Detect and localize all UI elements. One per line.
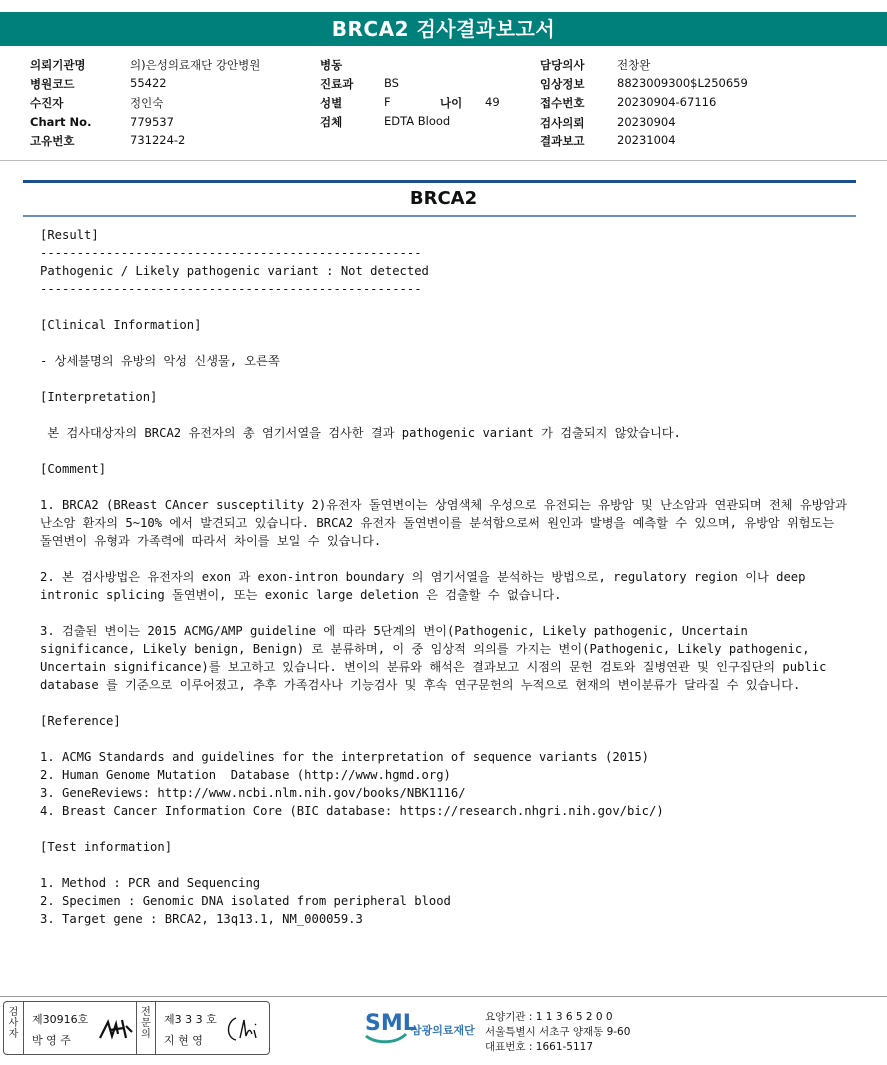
- test-info-2: 2. Specimen : Genomic DNA isolated from peripheral blood: [40, 894, 451, 908]
- examiner-signature-icon: [96, 1014, 134, 1044]
- result-dash-top: ----------------------------------------------------: [40, 246, 422, 260]
- value-accession: 20230904-67116: [617, 95, 717, 109]
- reference-2: 2. Human Genome Mutation Database (http://www.hgmd.org): [40, 768, 451, 782]
- value-patient: 정인숙: [130, 96, 164, 110]
- examiner-license: 제30916호: [32, 1013, 89, 1026]
- label-clinical-info: 임상정보: [540, 77, 585, 91]
- test-info-1: 1. Method : PCR and Sequencing: [40, 876, 261, 890]
- reference-heading: [Reference]: [40, 714, 121, 728]
- signature-box: [3, 1001, 270, 1055]
- comment-2: 2. 본 검사방법은 유전자의 exon 과 exon-intron boundary 의 염기서열을 분석하는 방법으로, regulatory region 이나 deep intronic splicing 돌연변이, 또는 exonic large deletion 은 검출할 수 없습니다.: [40, 570, 813, 602]
- value-request-date: 20230904: [617, 115, 676, 129]
- label-institution: 의뢰기관명: [30, 58, 86, 72]
- footer-divider: [0, 996, 887, 997]
- value-unique-id: 731224-2: [130, 133, 186, 147]
- section-top-rule: [23, 180, 856, 183]
- label-age: 나이: [440, 96, 463, 110]
- label-sex: 성별: [320, 96, 343, 110]
- header-divider: [0, 160, 887, 161]
- org-address: 서울특별시 서초구 양재동 9-60: [485, 1026, 631, 1038]
- org-code: 요양기관 : 1 1 3 6 5 2 0 0: [485, 1011, 613, 1023]
- value-doctor: 전창완: [617, 58, 651, 72]
- specialist-label: 전문의: [136, 1002, 156, 1054]
- reference-1: 1. ACMG Standards and guidelines for the interpretation of sequence variants (2015): [40, 750, 650, 764]
- value-institution: 의)은성의료재단 강안병원: [130, 58, 261, 72]
- result-heading: [Result]: [40, 228, 99, 242]
- org-name: 삼광의료재단: [411, 1024, 475, 1037]
- label-ward: 병동: [320, 58, 343, 72]
- comment-1: 1. BRCA2 (BReast CAncer susceptility 2)유전자 돌연변이는 상염색체 우성으로 유전되는 유방암 및 난소암과 연관되며 전체 유방암과 난소암 환자의 5~10% 에서 발견되고 있습니다. BRCA2 유전자 돌연변이를 분석함으로써 원인과 발병을 예측할 수 있으며, 유방암 위험도는 돌연변이 유형과 가족력에 따라서 차이를 보일 수 있습니다.: [40, 498, 855, 548]
- label-department: 진료과: [320, 77, 354, 91]
- result-dash-bottom: ----------------------------------------------------: [40, 282, 422, 296]
- value-clinical-info: 8823009300$L250659: [617, 76, 748, 90]
- label-accession: 접수번호: [540, 96, 585, 110]
- clinical-heading: [Clinical Information]: [40, 318, 202, 332]
- label-report-date: 결과보고: [540, 134, 585, 148]
- label-request-date: 검사의뢰: [540, 116, 585, 130]
- report-title: BRCA2 검사결과보고서: [0, 12, 887, 46]
- label-chart-no: Chart No.: [30, 115, 92, 129]
- value-hospital-code: 55422: [130, 76, 167, 90]
- test-info-heading: [Test information]: [40, 840, 173, 854]
- specialist-name: 지 현 영: [164, 1034, 203, 1047]
- examiner-name: 박 영 주: [32, 1034, 71, 1047]
- interpretation-text: 본 검사대상자의 BRCA2 유전자의 총 염기서열을 검사한 결과 pathogenic variant 가 검출되지 않았습니다.: [40, 426, 681, 440]
- specialist-license: 제3 3 3 호: [164, 1013, 217, 1026]
- label-hospital-code: 병원코드: [30, 77, 75, 91]
- reference-3: 3. GeneReviews: http://www.ncbi.nlm.nih.gov/books/NBK1116/: [40, 786, 466, 800]
- comment-heading: [Comment]: [40, 462, 107, 476]
- clinical-text: - 상세불명의 유방의 악성 신생물, 오른쪽: [40, 354, 280, 368]
- test-info-3: 3. Target gene : BRCA2, 13q13.1, NM_000059.3: [40, 912, 363, 926]
- value-sex: F: [384, 95, 391, 109]
- result-text: Pathogenic / Likely pathogenic variant : Not detected: [40, 264, 429, 278]
- label-unique-id: 고유번호: [30, 134, 75, 148]
- comment-3: 3. 검출된 변이는 2015 ACMG/AMP guideline 에 따라 5단계의 변이(Pathogenic, Likely pathogenic, Uncertain significance, Likely benign, Benign) 로 분류하며, 이 중 임상적 의의를 가지는 변이(Pathogenic, Likely pathogenic, Uncertain significance)를 보고하고 있습니다. 변이의 분류와 해석은 결과보고 시점의 문헌 검토와 질병연관 및 인구집단의 public database 를 기준으로 이루어졌고, 추후 가족검사나 기능검사 및 후속 연구문헌의 누적으로 현재의 변이분류가 달라질 수 있습니다.: [40, 624, 834, 692]
- value-department: BS: [384, 76, 399, 90]
- report-body: [40, 226, 855, 928]
- value-age: 49: [485, 95, 500, 109]
- specialist-signature-icon: [222, 1012, 262, 1044]
- sml-logo-text: SML: [365, 1011, 417, 1036]
- section-title: BRCA2: [409, 188, 478, 209]
- label-doctor: 담당의사: [540, 58, 585, 72]
- interpretation-heading: [Interpretation]: [40, 390, 158, 404]
- value-chart-no: 779537: [130, 115, 174, 129]
- value-report-date: 20231004: [617, 133, 676, 147]
- section-bottom-rule: [23, 215, 856, 217]
- label-specimen: 검체: [320, 115, 343, 129]
- org-phone: 대표번호 : 1661-5117: [485, 1041, 594, 1053]
- value-specimen: EDTA Blood: [384, 114, 451, 128]
- examiner-label: 검사자: [4, 1002, 24, 1054]
- reference-4: 4. Breast Cancer Information Core (BIC database: https://research.nhgri.nih.gov/bic/): [40, 804, 664, 818]
- label-patient: 수진자: [30, 96, 64, 110]
